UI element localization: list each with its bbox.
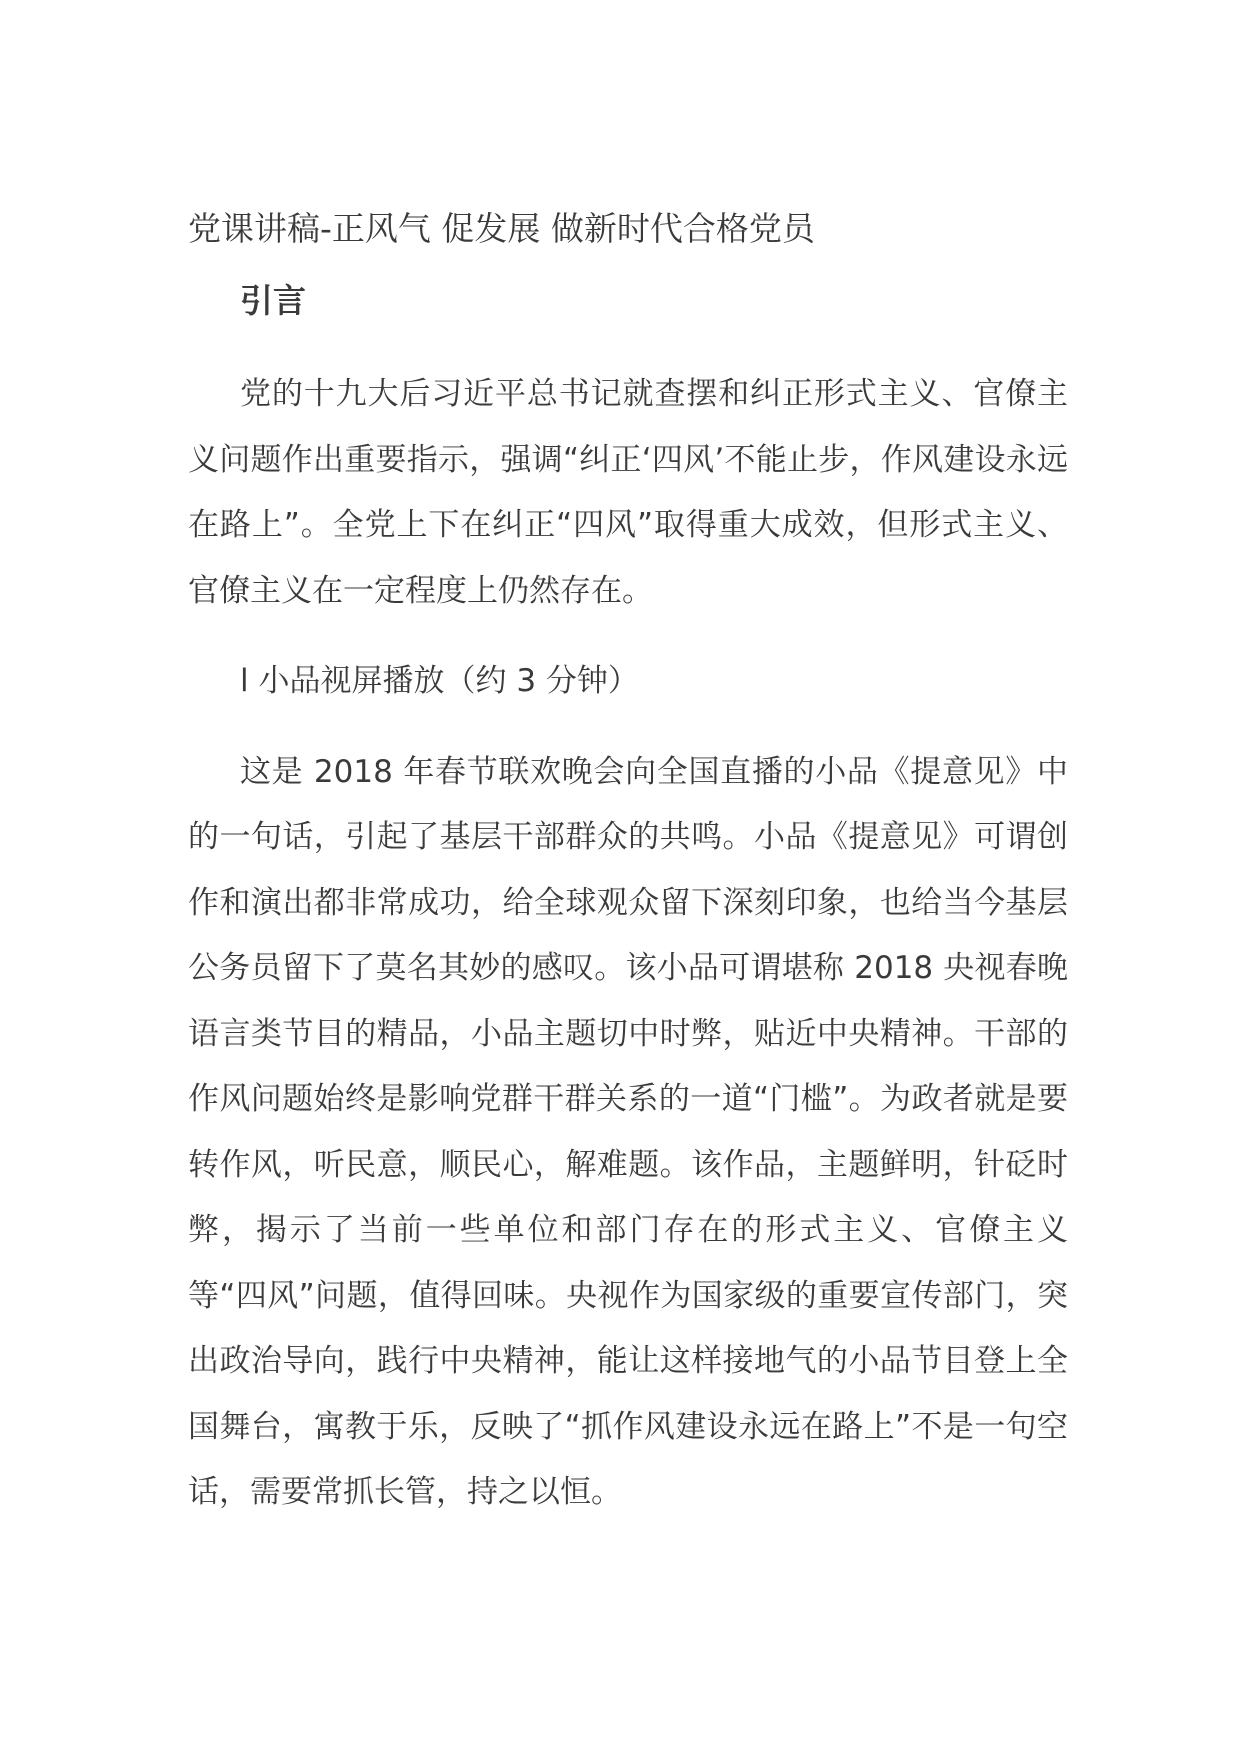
paragraph-skit-commentary: 这是 2018 年春节联欢晚会向全国直播的小品《提意见》中的一句话，引起了基层干部群众的共鸣。小品《提意见》可谓创作和演出都非常成功，给全球观众留下深刻印象，也给当今基层公务员留下了莫名其妙的感叹。该小品可谓堪称 2018 央视春晚语言类节目的精品，小品主题切中时弊，贴近中央精神。干部的作风问题始终是影响党群干群关系的一道“门槛”。为政者就是要转作风，听民意，顺民心，解难题。该作品，主题鲜明，针砭时弊，揭示了当前一些单位和部门存在的形式主义、官僚主义等“四风”问题，值得回味。央视作为国家级的重要宣传部门，突出政治导向，践行中央精神，能让这样接地气的小品节目登上全国舞台，寓教于乐，反映了“抓作风建设永远在路上”不是一句空话，需要常抓长管，持之以恒。 <box>188 753 1068 1510</box>
paragraph-intro: 党的十九大后习近平总书记就查摆和纠正形式主义、官僚主义问题作出重要指示，强调“纠正‘四风’不能止步，作风建设永远在路上”。全党上下在纠正“四风”取得重大成效，但形式主义、官僚主义在一定程度上仍然存在。 <box>188 376 1068 609</box>
section-heading-introduction: 引言 <box>240 281 306 320</box>
paragraph-video-note: l 小品视屏播放（约 3 分钟） <box>240 663 639 699</box>
document-title: 党课讲稿-正风气 促发展 做新时代合格党员 <box>188 209 815 248</box>
document-body <box>188 196 1068 1526</box>
